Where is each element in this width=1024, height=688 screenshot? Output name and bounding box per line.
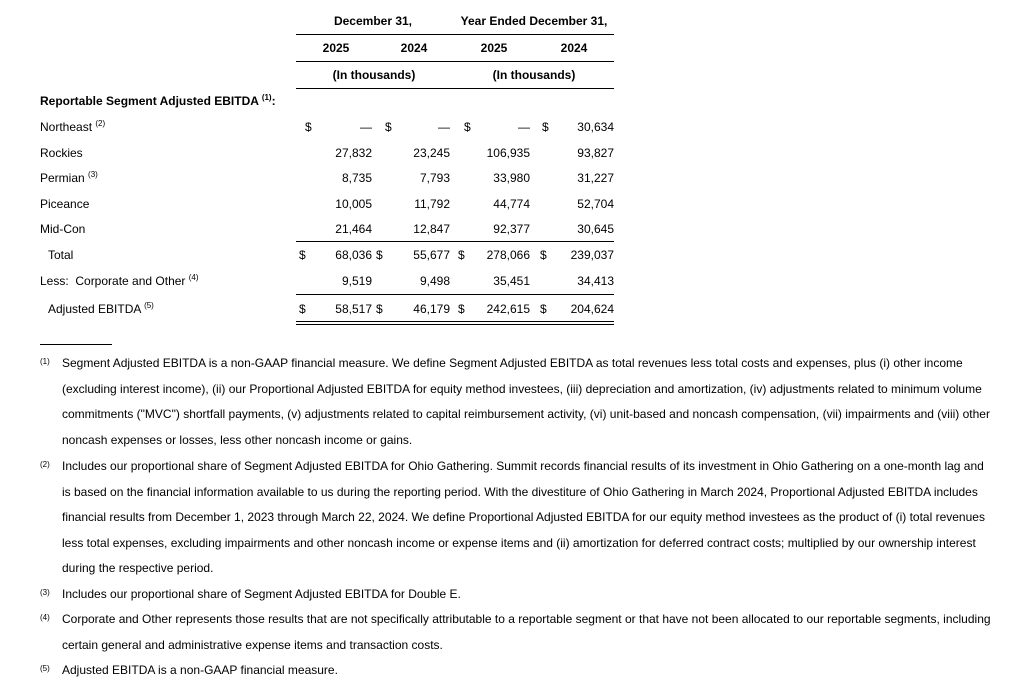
cell-value: — (360, 120, 372, 134)
header-unit-2: (In thousands) (492, 68, 576, 82)
cell-value: 12,847 (413, 222, 450, 236)
section-title (40, 94, 276, 108)
cell-value: 23,245 (413, 146, 450, 160)
cell-value: 106,935 (486, 146, 530, 160)
cell-value: 52,704 (577, 197, 614, 211)
footnote-text: Includes our proportional share of Segment Adjusted EBITDA for Double E. (62, 587, 461, 601)
row-label-sup: (3) (88, 170, 98, 179)
row-label-text: Permian (40, 171, 85, 185)
row-label-sup: (5) (144, 301, 154, 310)
cell-value: 7,793 (419, 171, 450, 185)
row-label-corporate (40, 274, 199, 288)
footnote-marker: (1) (40, 357, 50, 366)
cell-value: 46,179 (413, 302, 450, 316)
dollar-sign: $ (540, 302, 547, 316)
cell-value: 30,634 (577, 120, 614, 134)
header-group-december: December 31, (333, 14, 413, 28)
dollar-sign: $ (542, 120, 549, 134)
grand-total-double-rule (296, 321, 614, 325)
dollar-sign: $ (458, 302, 465, 316)
cell-value: 55,677 (413, 248, 450, 262)
cell-value: 9,519 (341, 274, 372, 288)
row-label-permian (40, 171, 98, 185)
row-label-sup: (4) (188, 273, 199, 282)
cell-value: 68,036 (335, 248, 372, 262)
cell-value: 11,792 (414, 197, 450, 211)
cell-value: 9,498 (419, 274, 450, 288)
dollar-sign: $ (299, 302, 306, 316)
dollar-sign: $ (540, 248, 547, 262)
row-label-rockies: Rockies (40, 146, 83, 160)
cell-value: 8,735 (341, 171, 372, 185)
section-title-sup: (1) (261, 93, 272, 102)
dollar-sign: $ (385, 120, 392, 134)
footnote-separator (40, 344, 112, 345)
footnote-marker: (2) (40, 460, 50, 469)
header-group-year-ended: Year Ended December 31, (460, 14, 608, 28)
footnote-text: Corporate and Other represents those results that are not specifically attributable to a reportable segment or that have not been allocated to our reportable segments, including certain general and administrative expense items and transaction costs. (62, 612, 991, 652)
cell-value: 204,624 (570, 302, 614, 316)
cell-value: 93,827 (577, 146, 614, 160)
cell-value: 33,980 (493, 171, 530, 185)
dollar-sign: $ (376, 302, 383, 316)
cell-value: 21,464 (335, 222, 372, 236)
cell-value: 10,005 (335, 197, 372, 211)
row-label-total: Total (48, 248, 74, 262)
row-label-text: Northeast (40, 120, 93, 134)
header-rule-top (296, 34, 614, 35)
header-rule-mid (296, 61, 614, 62)
subtotal-rule (296, 241, 614, 242)
cell-value: 278,066 (486, 248, 530, 262)
cell-value: 30,645 (577, 222, 614, 236)
dollar-sign: $ (458, 248, 465, 262)
header-rule-bottom (296, 88, 614, 89)
cell-value: 31,227 (577, 171, 614, 185)
footnote-marker: (3) (40, 588, 50, 597)
footnote-marker: (5) (40, 664, 50, 673)
footnote-text: Segment Adjusted EBITDA is a non-GAAP financial measure. We define Segment Adjusted EBITDA as total revenues less total costs and expenses, plus (i) other income (excluding interest income), (ii) our Proportional Adjusted EBITDA for equity method investees, (iii) depreciation and amortization, (iv) adjustments related to minimum volume commitments ("MVC") shortfall payments, (v) adjustments related to capital reimbursement activity, (vi) unit-based and noncash compensation, (vii) impairments and (viii) other noncash expenses or losses, less other noncash income or gains. (62, 356, 990, 447)
footnote-text: Adjusted EBITDA is a non-GAAP financial measure. (62, 663, 338, 677)
cell-value: 35,451 (493, 274, 530, 288)
cell-value: 34,413 (577, 274, 614, 288)
row-label-text: Adjusted EBITDA (48, 302, 141, 316)
dollar-sign: $ (376, 248, 383, 262)
header-unit-1: (In thousands) (332, 68, 416, 82)
row-label-adjusted-ebitda (48, 302, 154, 316)
cell-value: 27,832 (335, 146, 372, 160)
header-year-1: 2025 (322, 41, 350, 55)
cell-value: — (438, 120, 450, 134)
dollar-sign: $ (299, 248, 306, 262)
dollar-sign: $ (305, 120, 312, 134)
cell-value: — (518, 120, 530, 134)
header-year-2: 2024 (400, 41, 428, 55)
row-label-text: Less: Corporate and Other (40, 274, 186, 288)
footnote-text: Includes our proportional share of Segment Adjusted EBITDA for Ohio Gathering. Summit records financial results of its investment in Ohio Gathering on a one-month lag and is based on the financial information available to us during the reporting period. With the divestiture of Ohio Gathering in March 2024, Proportional Adjusted EBITDA includes financial results from December 1, 2023 through March 22, 2024. We define Proportional Adjusted EBITDA for our equity method investees as the product of (i) total revenues less total expenses, excluding impairments and other noncash income or expense items and (ii) amortization for deferred contract costs; multiplied by our ownership interest during the respective period. (62, 459, 985, 576)
section-title-colon: : (271, 94, 276, 108)
header-year-3: 2025 (480, 41, 508, 55)
cell-value: 44,774 (493, 197, 530, 211)
total-rule (296, 294, 614, 295)
row-label-mid-con: Mid-Con (40, 222, 86, 236)
header-year-4: 2024 (560, 41, 588, 55)
cell-value: 92,377 (493, 222, 530, 236)
cell-value: 58,517 (335, 302, 372, 316)
dollar-sign: $ (464, 120, 471, 134)
section-title-text: Reportable Segment Adjusted EBITDA (40, 94, 259, 108)
cell-value: 239,037 (570, 248, 614, 262)
footnote-marker: (4) (40, 613, 50, 622)
row-label-sup: (2) (95, 119, 106, 128)
cell-value: 242,615 (486, 302, 530, 316)
row-label-piceance: Piceance (40, 197, 90, 211)
row-label-northeast (40, 120, 105, 134)
